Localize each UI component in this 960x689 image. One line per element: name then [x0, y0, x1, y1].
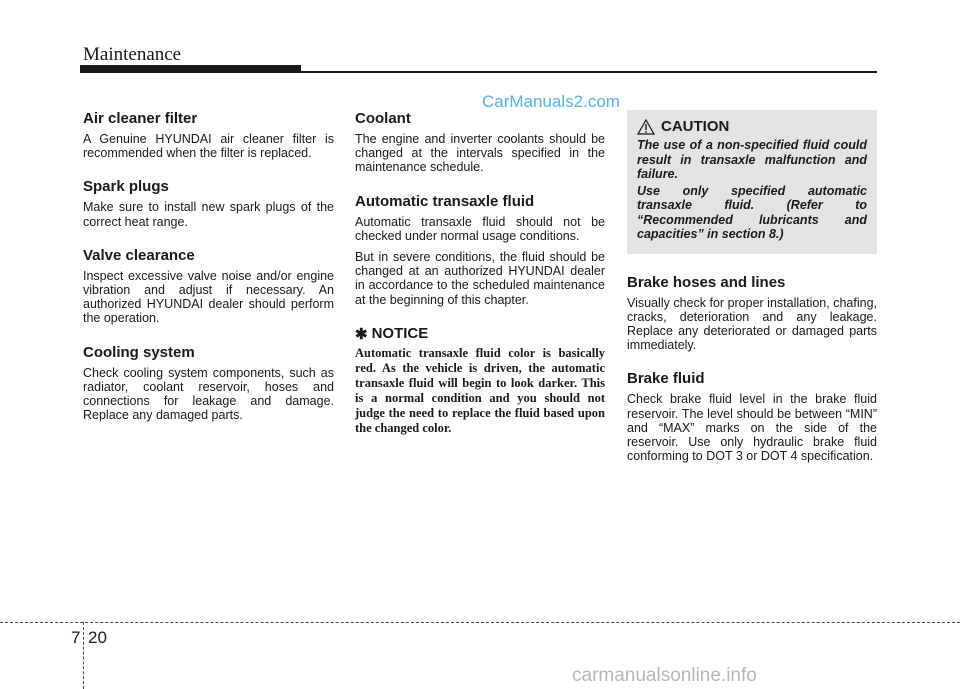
footer-dashed-line — [0, 622, 960, 623]
heading-air-cleaner-filter: Air cleaner filter — [83, 110, 198, 127]
footer-dashed-divider — [83, 622, 84, 689]
heading-brake-hoses-and-lines: Brake hoses and lines — [627, 273, 786, 291]
body-valve-clearance: Inspect excessive valve noise and/or engine vibration and adjust if necessary. An authorized HYUNDAI dealer should perform the operation. — [83, 268, 334, 326]
body-transaxle-fluid-2: But in severe conditions, the fluid should be changed at an authorized HYUNDAI dealer in accordance to the scheduled maintenance at the beginning of this chapter. — [355, 250, 605, 307]
body-transaxle-fluid-1: Automatic transaxle fluid should not be checked under normal usage conditions. — [355, 214, 605, 243]
heading-cooling-system: Cooling system — [83, 343, 195, 361]
heading-coolant: Coolant — [355, 110, 411, 127]
heading-valve-clearance: Valve clearance — [83, 246, 195, 264]
header-bar-thick — [80, 65, 301, 73]
body-cooling-system: Check cooling system components, such as radiator, coolant reservoir, hoses and connections for leakage and damage. Replace any damaged parts. — [83, 365, 334, 423]
caution-box — [627, 110, 877, 254]
body-spark-plugs: Make sure to install new spark plugs of the correct heat range. — [83, 200, 334, 229]
caution-title-label: CAUTION — [661, 118, 730, 135]
notice-title-label: NOTICE — [371, 325, 429, 343]
body-brake-fluid: Check brake fluid level in the brake fluid reservoir. The level should be between “MIN” and “MAX” marks on the side of the reservoir. Use only hydraulic brake fluid conforming to DOT 3 or DOT 4 specification. — [627, 392, 877, 464]
heading-brake-fluid: Brake fluid — [627, 370, 705, 388]
page-header-title: Maintenance — [83, 44, 182, 65]
notice-star-icon: ✱ — [355, 325, 368, 343]
caution-text-2: Use only specified automatic transaxle fluid. (Refer to “Recommended lubricants and capacities” in section 8.) — [637, 183, 867, 241]
caution-title — [637, 118, 867, 135]
notice-title — [355, 325, 605, 343]
warning-triangle-icon — [637, 119, 655, 135]
heading-automatic-transaxle-fluid: Automatic transaxle fluid — [355, 192, 535, 210]
footer-section-number: 7 — [71, 628, 81, 647]
column-3 — [627, 110, 877, 481]
caution-text-1: The use of a non-specified fluid could result in transaxle malfunction and failure. — [637, 138, 867, 181]
body-air-cleaner-filter: A Genuine HYUNDAI air cleaner filter is recommended when the filter is replaced. — [83, 132, 334, 161]
header-bar-thin — [301, 71, 877, 73]
column-2 — [355, 110, 605, 436]
watermark-bottom[interactable]: carmanualsonline.info — [572, 665, 757, 686]
notice-body: Automatic transaxle fluid color is basically red. As the vehicle is driven, the automatic transaxle fluid will begin to look darker. This is a normal condition and you should not judge the need to replace the fluid based upon the changed color. — [355, 345, 605, 435]
column-1 — [83, 110, 334, 440]
heading-spark-plugs: Spark plugs — [83, 178, 169, 196]
body-brake-hoses-and-lines: Visually check for proper installation, chafing, cracks, deterioration and any leakage. Replace any deteriorated or damaged parts immediately. — [627, 295, 877, 353]
watermark-top[interactable]: CarManuals2.com — [482, 92, 620, 111]
body-coolant: The engine and inverter coolants should be changed at the intervals specified in the maintenance schedule. — [355, 132, 605, 175]
footer-page-number: 20 — [88, 628, 107, 647]
